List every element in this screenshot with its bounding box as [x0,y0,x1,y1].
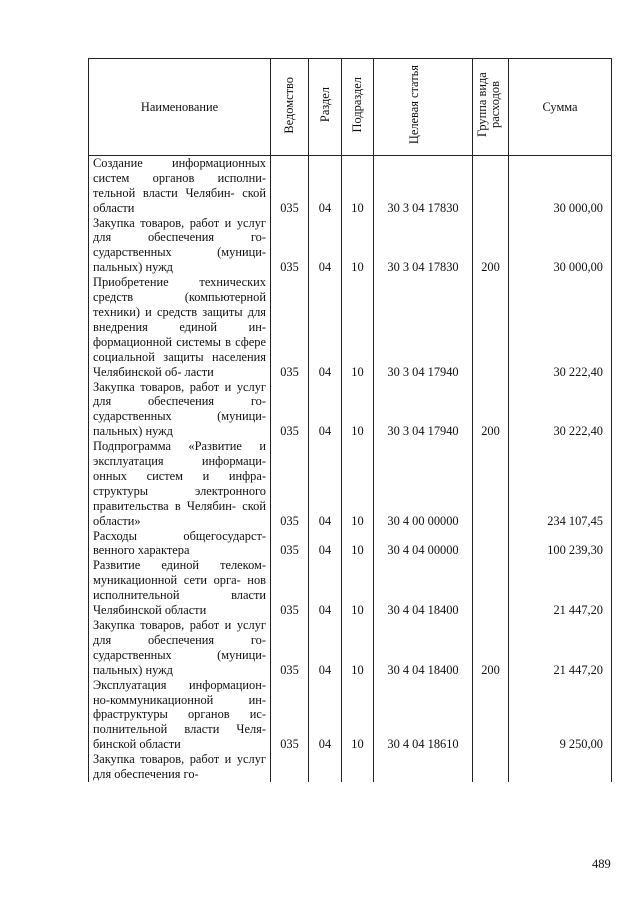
row-ved-cell: 035 [271,380,309,440]
row-podrazdel-cell: 10 [342,618,374,678]
header-name: Наименование [89,59,271,156]
row-summa-cell: 21 447,20 [509,558,612,618]
table-row [89,529,612,559]
row-razdel-cell: 04 [309,275,342,379]
row-ved-cell: 035 [271,155,309,215]
row-name-cell: Закупка товаров, работ и услуг для обеспечения го- сударственных (муници- пальных) нужд [89,380,271,440]
row-gruppa-cell [473,275,509,379]
table-row [89,275,612,379]
row-celevaya-cell: 30 3 04 17830 [374,155,473,215]
row-summa-cell: 21 447,20 [509,618,612,678]
row-podrazdel-cell: 10 [342,558,374,618]
row-razdel-cell: 04 [309,439,342,528]
row-celevaya-cell: 30 4 00 00000 [374,439,473,528]
page-number: 489 [592,857,611,871]
table-header-row [89,59,612,156]
row-summa-cell: 100 239,30 [509,529,612,559]
row-celevaya-cell: 30 3 04 17830 [374,216,473,276]
row-razdel-cell: 04 [309,216,342,276]
header-celevaya [374,59,473,156]
row-gruppa-cell [473,439,509,528]
row-podrazdel-cell [342,752,374,782]
row-podrazdel-cell: 10 [342,380,374,440]
row-celevaya-cell: 30 4 04 18400 [374,618,473,678]
row-podrazdel-cell: 10 [342,216,374,276]
table-row [89,618,612,678]
table-body [89,155,612,782]
row-gruppa-cell: 200 [473,216,509,276]
row-name-cell: Создание информационных систем органов исполни- тельной власти Челябин- ской области [89,155,271,215]
row-podrazdel-cell: 10 [342,678,374,753]
row-gruppa-cell [473,752,509,782]
row-ved-cell: 035 [271,529,309,559]
row-name-cell: Закупка товаров, работ и услуг для обеспечения го- [89,752,271,782]
row-razdel-cell [309,752,342,782]
row-celevaya-cell: 30 4 04 00000 [374,529,473,559]
table-row [89,155,612,215]
row-name-cell: Развитие единой телеком- муникационной сети орга- нов исполнительной власти Челябинской области [89,558,271,618]
row-ved-cell: 035 [271,216,309,276]
row-celevaya-cell: 30 4 04 18400 [374,558,473,618]
row-gruppa-cell [473,155,509,215]
header-ved-label: Ведомство [282,76,296,134]
row-celevaya-cell: 30 4 04 18610 [374,678,473,753]
row-gruppa-cell [473,678,509,753]
row-ved-cell [271,752,309,782]
budget-table [88,58,612,782]
row-ved-cell: 035 [271,275,309,379]
row-gruppa-cell: 200 [473,618,509,678]
table-row [89,752,612,782]
row-summa-cell: 234 107,45 [509,439,612,528]
header-summa: Сумма [509,59,612,156]
row-gruppa-cell [473,558,509,618]
row-celevaya-cell: 30 3 04 17940 [374,380,473,440]
row-celevaya-cell [374,752,473,782]
row-ved-cell: 035 [271,678,309,753]
header-podrazdel [342,59,374,156]
row-razdel-cell: 04 [309,529,342,559]
row-razdel-cell: 04 [309,678,342,753]
header-ved [271,59,309,156]
row-name-cell: Расходы общегосударст- венного характера [89,529,271,559]
row-name-cell: Закупка товаров, работ и услуг для обеспечения го- сударственных (муници- пальных) нужд [89,618,271,678]
row-razdel-cell: 04 [309,618,342,678]
table-row [89,380,612,440]
row-summa-cell [509,752,612,782]
row-name-cell: Приобретение технических средств (компьютерной техники) и средств защиты для внедрения единой ин- формационной системы в сфере социальной защиты населения Челябинской об- ласти [89,275,271,379]
row-name-cell: Подпрограмма «Развитие и эксплуатация информаци- онных систем и инфра- структуры электронного правительства в Челябин- ской области» [89,439,271,528]
row-gruppa-cell: 200 [473,380,509,440]
header-podrazdel-label: Подраздел [350,77,364,133]
row-ved-cell: 035 [271,558,309,618]
row-razdel-cell: 04 [309,155,342,215]
row-name-cell: Эксплуатация информацион- но-коммуникационной ин- фраструктуры органов ис- полнительной власти Челя- бинской области [89,678,271,753]
row-summa-cell: 30 222,40 [509,275,612,379]
row-celevaya-cell: 30 3 04 17940 [374,275,473,379]
row-podrazdel-cell: 10 [342,155,374,215]
row-name-cell: Закупка товаров, работ и услуг для обеспечения го- сударственных (муници- пальных) нужд [89,216,271,276]
row-gruppa-cell [473,529,509,559]
row-razdel-cell: 04 [309,380,342,440]
row-summa-cell: 9 250,00 [509,678,612,753]
row-podrazdel-cell: 10 [342,275,374,379]
row-ved-cell: 035 [271,439,309,528]
row-podrazdel-cell: 10 [342,529,374,559]
header-razdel [309,59,342,156]
row-summa-cell: 30 222,40 [509,380,612,440]
row-summa-cell: 30 000,00 [509,216,612,276]
row-podrazdel-cell: 10 [342,439,374,528]
row-ved-cell: 035 [271,618,309,678]
table-row [89,678,612,753]
table-row [89,558,612,618]
row-summa-cell: 30 000,00 [509,155,612,215]
header-gruppa [473,59,509,156]
table-row [89,216,612,276]
header-razdel-label: Раздел [317,87,332,123]
header-gruppa-label: Группа вида расходов [474,72,502,138]
row-razdel-cell: 04 [309,558,342,618]
table-row [89,439,612,528]
header-celevaya-label: Целевая статья [407,65,421,145]
